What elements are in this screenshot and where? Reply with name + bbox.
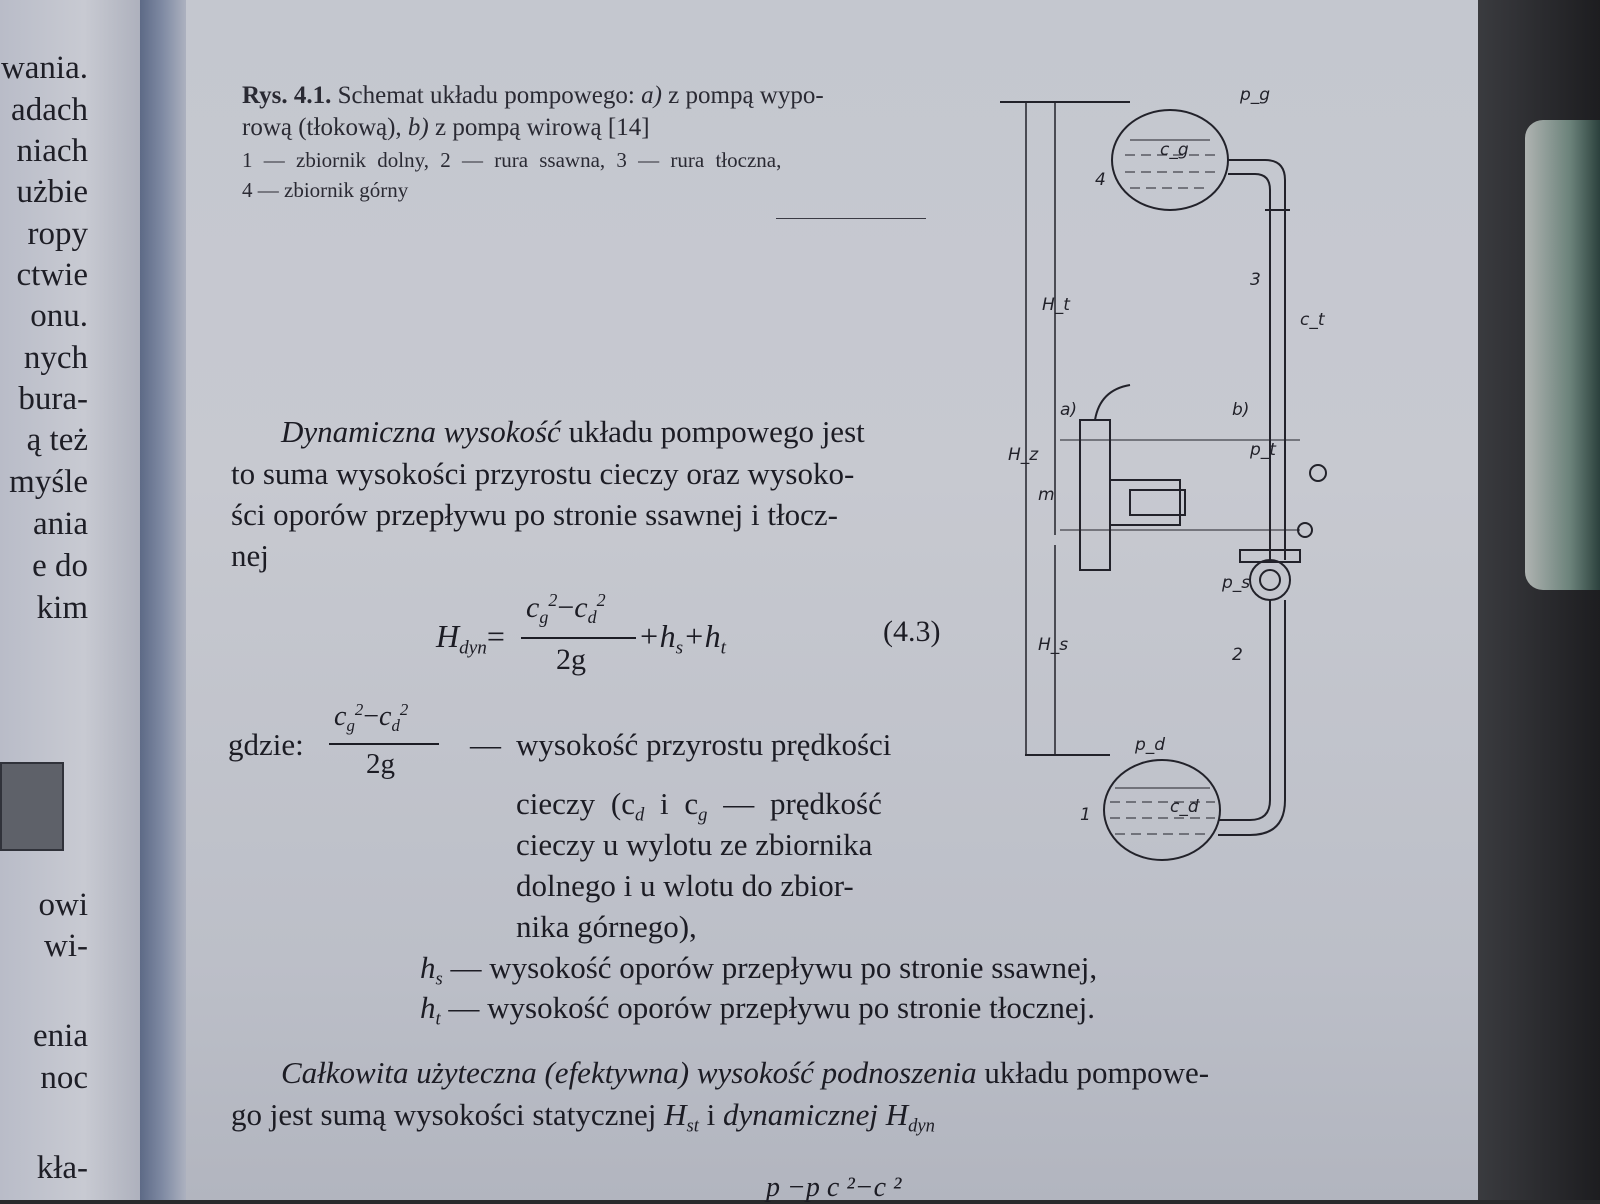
label-m: m: [1038, 485, 1055, 505]
left-text-fragment: bura-: [18, 381, 88, 417]
where-fraction-bar: [329, 743, 439, 745]
label-3: 3: [1250, 270, 1261, 290]
definition1-line1: wysokość przyrostu prędkości: [516, 727, 892, 762]
label-ct: c_t: [1300, 310, 1325, 330]
left-text-fragment: noc: [40, 1060, 88, 1096]
equation-rest: $+h_s+h_t$: [638, 618, 726, 659]
label-pt: p_t: [1250, 440, 1276, 460]
left-text-fragment: e do: [32, 548, 88, 584]
label-ps: p_s: [1222, 573, 1251, 593]
figure-legend-line1: 1 — zbiornik dolny, 2 — rura ssawna, 3 — rura tłoczna,: [242, 148, 782, 172]
equation-denominator: 2g: [556, 643, 586, 676]
equation-lhs: $H_{dyn}=$: [436, 618, 505, 659]
label-b: b): [1232, 400, 1250, 420]
equation-number: (4.3): [883, 615, 941, 648]
figure-caption-line1: Rys. 4.1. Schemat układu pompowego: a) z pompą wypo-: [242, 82, 824, 109]
definition1-line3: cieczy u wylotu ze zbiornika: [516, 827, 873, 862]
where-dash: —: [470, 727, 501, 762]
paragraph1-line2: to suma wysokości przyrostu cieczy oraz wysoko-: [231, 456, 855, 491]
left-text-fragment: nych: [23, 340, 88, 376]
equation-fraction-bar: [521, 637, 636, 639]
paragraph1-line4: nej: [231, 538, 269, 573]
paragraph2-line1: Całkowita użyteczna (efektywna) wysokość podnoszenia układu pompowe-: [281, 1055, 1210, 1090]
left-text-fragment: ą też: [26, 422, 88, 458]
left-text-fragment: ctwie: [16, 257, 88, 293]
paragraph1-line1: Dynamiczna wysokość układu pompowego jest: [281, 414, 865, 449]
figure-legend-line2: 4 — zbiornik górny: [242, 178, 409, 202]
definition1-line5: nika górnego),: [516, 909, 697, 944]
definition-ht: $h_t$ — wysokość oporów przepływu po stronie tłocznej.: [420, 990, 1095, 1030]
label-4: 4: [1095, 170, 1106, 190]
left-text-fragment: kim: [36, 590, 88, 626]
left-text-fragment: kła-: [36, 1150, 88, 1186]
definition-hs: $h_s$ — wysokość oporów przepływu po stronie ssawnej,: [420, 950, 1098, 990]
background-object: [1525, 120, 1600, 590]
label-Hz: H_z: [1008, 445, 1039, 465]
lower-tank: [1104, 760, 1220, 860]
left-text-fragment: niach: [16, 133, 88, 169]
where-fraction-numerator: $c_g^2-c_d^2$: [334, 700, 409, 735]
left-text-fragment: wi-: [44, 928, 88, 964]
paragraph1-line3: ści oporów przepływu po stronie ssawnej i tłocz-: [231, 497, 838, 532]
definition1-line2: cieczy ($c_d$ i $c_g$ — prędkość: [516, 786, 882, 826]
where-label: gdzie:: [228, 727, 304, 762]
label-pd: p_d: [1135, 735, 1166, 755]
figure-caption-line2: rową (tłokową), b) z pompą wirową [14]: [242, 114, 650, 141]
label-Hs: H_s: [1038, 635, 1069, 655]
left-text-fragment: owi: [38, 887, 88, 923]
left-text-fragment: enia: [33, 1018, 88, 1054]
next-equation-cut: p −p c ²−c ²: [766, 1172, 902, 1203]
left-text-fragment: ropy: [27, 216, 88, 252]
left-text-fragment: adach: [11, 92, 88, 128]
label-cd: c_d: [1170, 797, 1199, 817]
left-text-fragment: onu.: [30, 298, 88, 334]
label-Ht: H_t: [1042, 295, 1070, 315]
label-a: a): [1060, 400, 1078, 420]
where-fraction-denominator: 2g: [366, 748, 395, 780]
pump-system-diagram: [1000, 80, 1360, 880]
label-cg: c_g: [1160, 140, 1189, 160]
left-page: [0, 0, 140, 1200]
left-text-fragment: myśle: [9, 464, 88, 500]
definition1-line4: dolnego i u wlotu do zbior-: [516, 868, 854, 903]
label-pg: p_g: [1240, 85, 1271, 105]
book-gutter: [140, 0, 190, 1200]
book-page: [186, 0, 1478, 1203]
left-text-fragment: ania: [33, 506, 88, 542]
left-text-fragment: użbie: [16, 174, 88, 210]
paragraph2-line2: go jest sumą wysokości statycznej $H_{st}$ i dynamicznej $H_{dyn}$: [231, 1097, 935, 1137]
upper-tank: [1112, 110, 1228, 210]
equation-numerator: $c_g^2-c_d^2$: [526, 590, 606, 628]
label-2: 2: [1232, 645, 1243, 665]
left-figure-box: [0, 762, 64, 851]
label-1: 1: [1080, 805, 1091, 825]
arrow-line: [776, 218, 926, 219]
left-text-fragment: wania.: [0, 50, 88, 86]
